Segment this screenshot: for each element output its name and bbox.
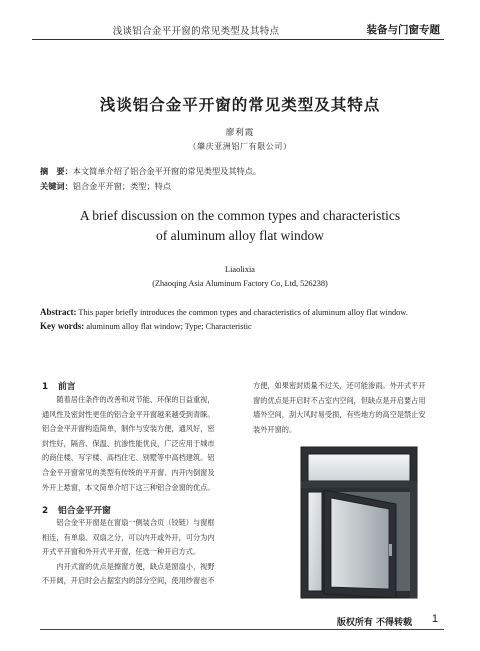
keywords-en-label: Key words: <box>40 321 85 331</box>
text-line: 铝合金平开窗是在窗扇一侧装合页（铰链）与窗框 <box>42 518 215 527</box>
header-rule <box>32 39 444 40</box>
abstract-en <box>40 307 450 317</box>
section-2-heading <box>42 503 111 516</box>
keywords-en-text: aluminum alloy flat window; Type; Characteristic <box>84 322 252 331</box>
open-sash-glass <box>331 498 389 589</box>
affiliation-en: (Zhaoqing Asia Aluminum Factory Co, Ltd, 526238) <box>152 279 328 288</box>
text-line: 随着居住条件的改善和对节能、环保的日益重视， <box>42 395 215 404</box>
keywords-cn-label: 关键词： <box>40 181 73 191</box>
footer-rule <box>40 629 444 630</box>
article-title-cn: 浅谈铝合金平开窗的常见类型及其特点 <box>99 96 381 114</box>
text-line: 外开上悬窗，本文简单介绍下这三种铝合金窗的优点。 <box>42 482 215 492</box>
section-2-paragraph <box>42 516 247 589</box>
text-line: 通风性及密封性更佳的铝合金平开窗越来越受到青睐。 <box>42 409 215 419</box>
aluminum-window-illustration <box>300 446 418 599</box>
abstract-cn-label: 摘 要： <box>40 166 73 176</box>
section-2-title: 铝合金平开窗 <box>58 506 111 516</box>
section-2-number: 2 <box>42 506 49 516</box>
right-column-paragraph <box>253 379 453 437</box>
section-1-paragraph <box>42 393 247 495</box>
transom-glass <box>308 454 410 481</box>
transom-bar <box>301 481 417 488</box>
article-title-en-line1: A brief discussion on the common types and characteristics <box>79 208 401 223</box>
article-title-en-line2: of aluminum alloy flat window <box>156 228 324 243</box>
text-line: 合金平开窗常见的类型有传统的平开窗、内开内倒窗及 <box>42 467 215 477</box>
affiliation-cn: （肇庆亚洲铝厂有限公司） <box>188 142 292 151</box>
text-line: 墙外空间，刮大风时易受损，有些地方的高空是禁止安 <box>253 410 426 420</box>
fixed-pane-glass <box>308 492 322 591</box>
section-1-heading <box>42 379 76 392</box>
author-cn: 廖利霞 <box>225 128 255 138</box>
text-line: 装外开窗的。 <box>253 424 297 434</box>
text-line: 不开阔，开启时会占据室内的部分空间，使用纱窗也不 <box>42 576 215 586</box>
text-line: 的商住楼、写字楼、高档住宅、别墅等中高档建筑。铝 <box>42 453 215 463</box>
text-line: 封性好，隔音、保温、抗渗性能优良，广泛应用于城市 <box>42 438 215 448</box>
window-handle <box>389 544 392 556</box>
abstract-en-label: Abstract: <box>40 307 77 317</box>
abstract-cn <box>40 166 440 177</box>
keywords-cn-text: 铝合金平开窗；类型；特点 <box>72 181 172 191</box>
running-header-column: 装备与门窗专题 <box>366 24 440 36</box>
abstract-cn-text: 本文简单介绍了铝合金平开窗的常见类型及其特点。 <box>72 166 262 176</box>
running-header-title: 浅谈铝合金平开窗的常见类型及其特点 <box>112 26 280 37</box>
section-1-title: 前言 <box>58 382 76 392</box>
text-line: 内开式窗的优点是擦窗方便，缺点是窗扇小，视野 <box>42 561 215 571</box>
text-line: 开式平开窗和外开式平开窗，任选一种开启方式。 <box>42 547 201 557</box>
copyright-notice: 版权所有 不得转载 <box>336 618 412 628</box>
keywords-cn <box>40 181 440 192</box>
text-line: 相连，有单扇、双扇之分，可以内开或外开，可分为内 <box>42 532 215 542</box>
keywords-en <box>40 321 450 331</box>
frame-right-edge <box>410 488 417 598</box>
section-1-number: 1 <box>42 382 49 392</box>
text-line: 方便，如果密封质量不过关，还可能渗雨。外开式平开 <box>253 381 426 390</box>
author-en: Liaolixia <box>225 265 255 274</box>
text-line: 窗的优点是开启时不占室内空间，但缺点是开启要占用 <box>253 395 426 405</box>
page-number: 1 <box>431 613 438 625</box>
abstract-en-text: This paper briefly introduces the common types and characteristics of aluminum alloy flat window. <box>76 308 408 317</box>
text-line: 铝合金平开窗构造简单，制作与安装方便，通风好，密 <box>42 424 215 434</box>
